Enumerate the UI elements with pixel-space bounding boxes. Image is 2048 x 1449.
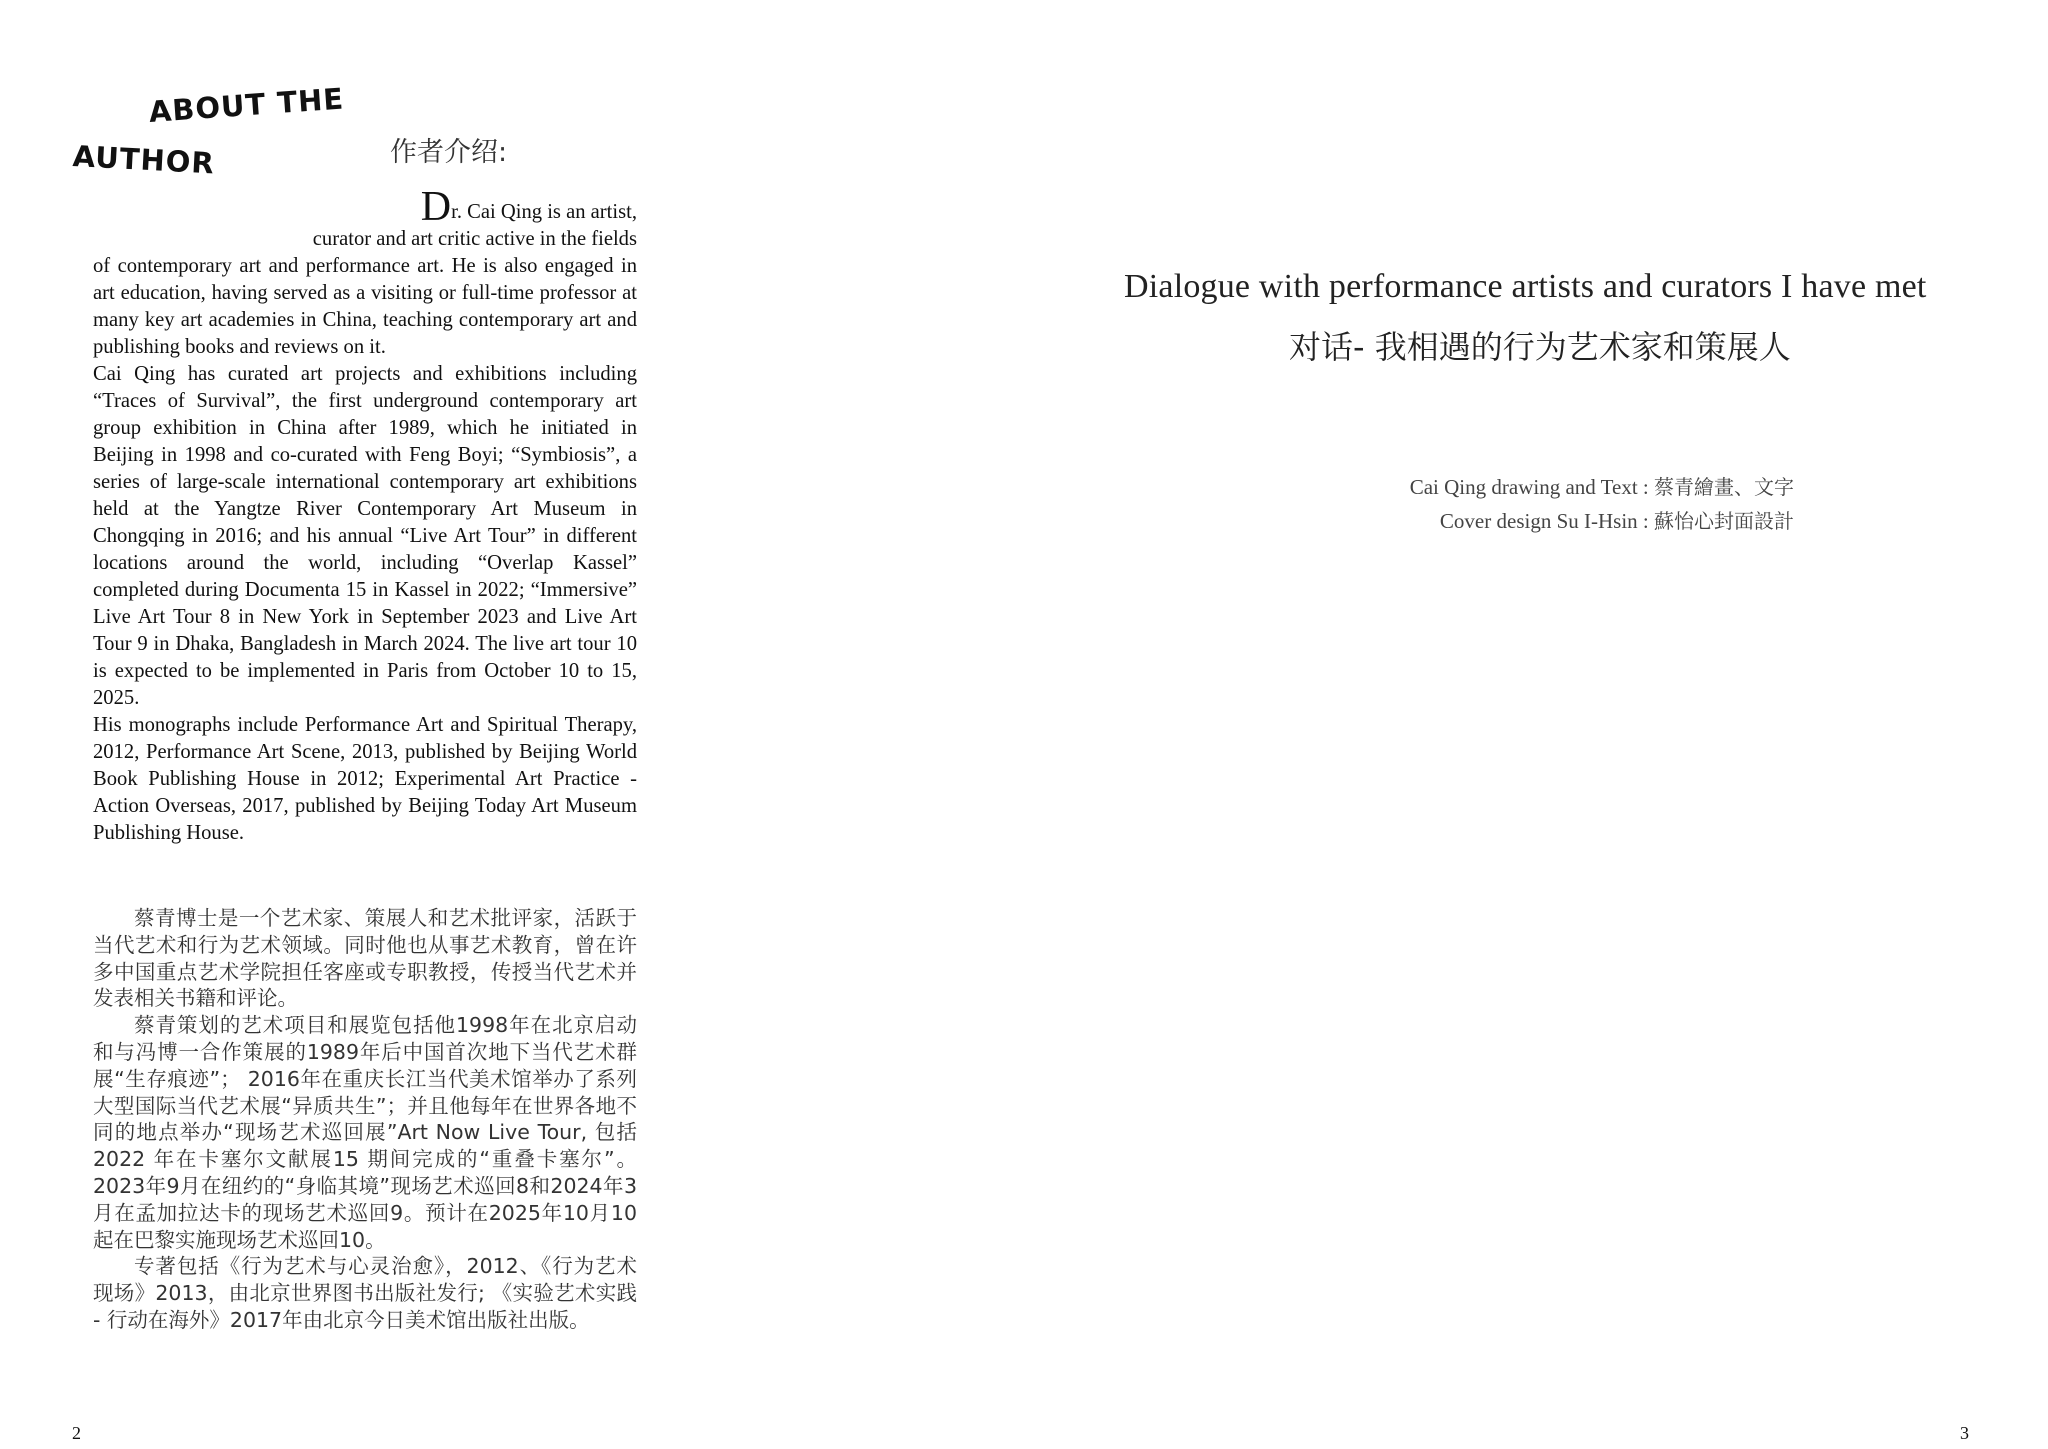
- chinese-biography: [93, 905, 637, 1334]
- chinese-paragraph: 蔡青策划的艺术项目和展览包括他1998年在北京启动和与冯博一合作策展的1989年后中国首次地下当代艺术群展“生存痕迹”； 2016年在重庆长江当代美术馆举办了系列大型国际当代艺术展“异质共生”；并且他每年在世界各地不同的地点举办“现场艺术巡回展”Art Now Live Tour, 包括2022 年在卡塞尔文献展15 期间完成的“重叠卡塞尔”。2023年9月在纽约的“身临其境”现场艺术巡回8和2024年3月在孟加拉达卡的现场艺术巡回9。预计在2025年10月10起在巴黎实施现场艺术巡回10。: [93, 1013, 637, 1252]
- credit-value: 蘇怡心封面設計: [1654, 509, 1794, 533]
- credits: [1274, 470, 1794, 538]
- chinese-paragraph: 专著包括《行为艺术与心灵治愈》，2012、《行为艺术现场》2013，由北京世界图书出版社发行; 《实验艺术实践 - 行动在海外》2017年由北京今日美术馆出版社出版。: [93, 1254, 637, 1332]
- intro-first-line: [93, 184, 637, 230]
- drop-cap: D: [420, 184, 452, 230]
- handwritten-heading-line1: ABOUT THE: [147, 81, 346, 129]
- chinese-paragraph: 蔡青博士是一个艺术家、策展人和艺术批评家，活跃于当代艺术和行为艺术领域。同时他也从事艺术教育，曾在许多中国重点艺术学院担任客座或专职教授，传授当代艺术并发表相关书籍和评论。: [93, 906, 637, 1011]
- credit-label: Cover design Su I-Hsin :: [1439, 509, 1654, 533]
- handwritten-heading-line2: AUTHOR: [71, 139, 216, 181]
- intro-first-line-text: r. Cai Qing is an artist,: [451, 201, 637, 223]
- intro-rest: of contemporary art and performance art. He is also engaged in art education, having served as a visiting or full-time professor at many key art academies in China, teaching contemporary art and publishing books and reviews on it.: [93, 255, 637, 358]
- credit-line-drawing: [1274, 470, 1794, 504]
- intro-second-line: curator and art critic active in the fields: [312, 228, 637, 250]
- english-paragraph: Cai Qing has curated art projects and exhibitions including “Traces of Survival”, the first underground contemporary art group exhibition in China after 1989, which he initiated in Beijing in 1998 and co-curated with Feng Boyi; “Symbiosis”, a series of large-scale international contemporary art exhibitions held at the Yangtze River Contemporary Art Museum in Chongqing in 2016; and his annual “Live Art Tour” in different locations around the world, including “Overlap Kassel” completed during Documenta 15 in Kassel in 2022; “Immersive” Live Art Tour 8 in New York in September 2023 and Live Art Tour 9 in Dhaka, Bangladesh in March 2024. The live art tour 10 is expected to be implemented in Paris from October 10 to 15, 2025.: [93, 363, 637, 709]
- chinese-heading: 作者介绍:: [390, 137, 508, 168]
- english-intro-paragraph: [93, 184, 637, 361]
- english-biography: [93, 184, 637, 847]
- book-title-chinese: 对话- 我相遇的行为艺术家和策展人: [1289, 328, 1791, 366]
- credit-line-cover: [1274, 504, 1794, 538]
- english-paragraph: His monographs include Performance Art and Spiritual Therapy, 2012, Performance Art Scene, 2013, published by Beijing World Book Publishing House in 2012; Experimental Art Practice - Action Overseas, 2017, published by Beijing Today Art Museum Publishing House.: [93, 714, 637, 844]
- credit-value: 蔡青繪畫、文字: [1654, 475, 1794, 499]
- credit-label: Cai Qing drawing and Text :: [1409, 475, 1654, 499]
- page-number-right: 3: [1960, 1423, 1969, 1443]
- page-number-left: 2: [72, 1423, 81, 1443]
- right-page: [1024, 0, 2048, 1449]
- book-title-english: Dialogue with performance artists and curators I have met: [1124, 268, 1927, 305]
